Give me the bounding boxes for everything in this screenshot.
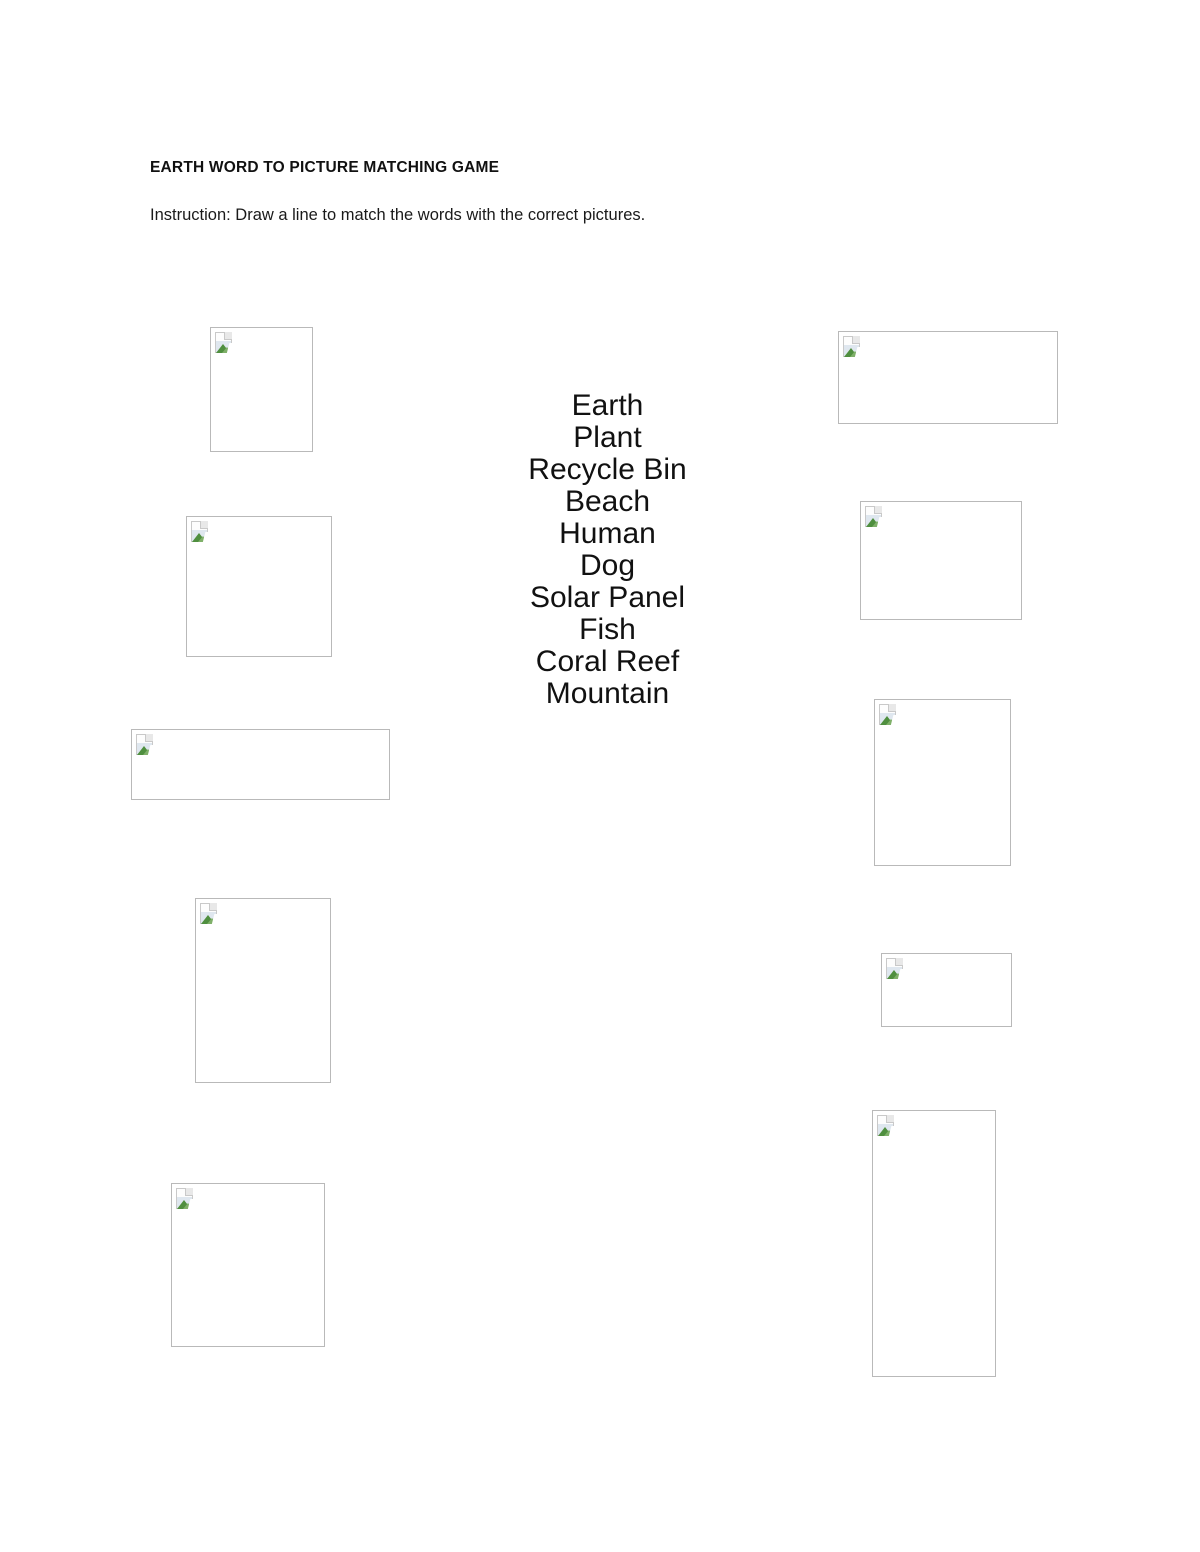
word-item[interactable]: Earth xyxy=(571,389,644,422)
word-item[interactable]: Dog xyxy=(579,549,636,582)
word-item[interactable]: Plant xyxy=(573,421,642,454)
broken-image-icon xyxy=(176,1188,198,1210)
word-item[interactable]: Coral Reef xyxy=(535,645,680,678)
image-placeholder-left-3[interactable] xyxy=(131,729,390,800)
broken-image-icon xyxy=(886,958,908,980)
image-placeholder-right-1[interactable] xyxy=(838,331,1058,424)
broken-image-icon xyxy=(879,704,901,726)
broken-image-icon xyxy=(215,332,237,354)
broken-image-icon xyxy=(877,1115,899,1137)
broken-image-icon xyxy=(136,734,158,756)
word-item[interactable]: Mountain xyxy=(545,677,670,710)
word-list xyxy=(420,390,795,710)
image-placeholder-right-2[interactable] xyxy=(860,501,1022,620)
image-placeholder-right-3[interactable] xyxy=(874,699,1011,866)
word-item[interactable]: Fish xyxy=(579,613,636,646)
broken-image-icon xyxy=(865,506,887,528)
word-item[interactable]: Solar Panel xyxy=(529,581,686,614)
word-item[interactable]: Human xyxy=(559,517,656,550)
image-placeholder-left-5[interactable] xyxy=(171,1183,325,1347)
image-placeholder-left-1[interactable] xyxy=(210,327,313,452)
broken-image-icon xyxy=(200,903,222,925)
instruction-text: Instruction: Draw a line to match the words with the correct pictures. xyxy=(150,206,646,224)
broken-image-icon xyxy=(843,336,865,358)
word-item[interactable]: Recycle Bin xyxy=(528,453,687,486)
image-placeholder-left-2[interactable] xyxy=(186,516,332,657)
image-placeholder-right-4[interactable] xyxy=(881,953,1012,1027)
word-item[interactable]: Beach xyxy=(564,485,651,518)
image-placeholder-left-4[interactable] xyxy=(195,898,331,1083)
page-title: EARTH WORD TO PICTURE MATCHING GAME xyxy=(150,159,500,176)
image-placeholder-right-5[interactable] xyxy=(872,1110,996,1377)
broken-image-icon xyxy=(191,521,213,543)
